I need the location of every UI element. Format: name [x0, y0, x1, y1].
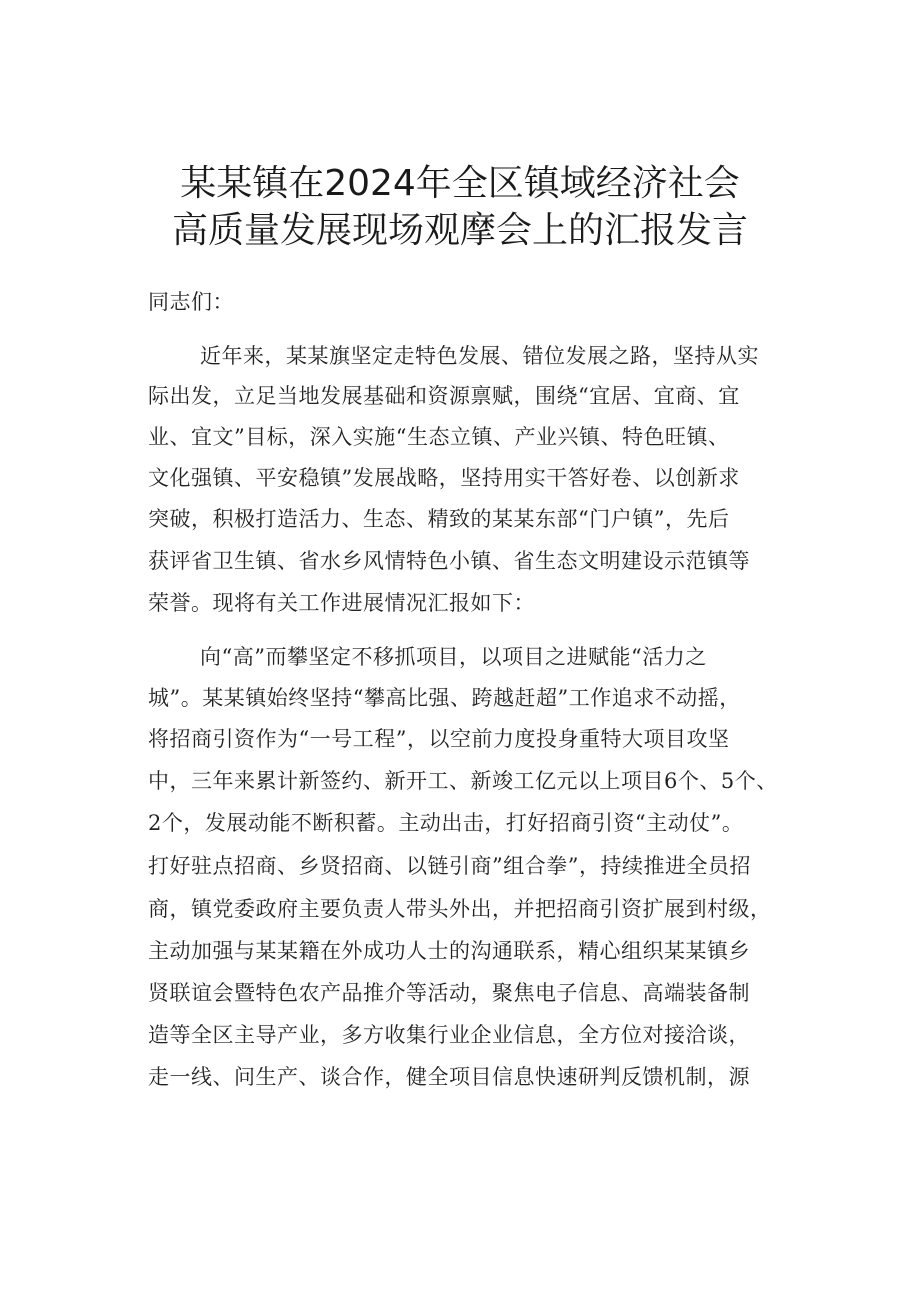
- body-line: 将招商引资作为“一号工程”，以空前力度投身重特大项目攻坚: [148, 727, 730, 751]
- body-line: 主动加强与某某籍在外成功人士的沟通联系，精心组织某某镇乡: [148, 939, 750, 963]
- body-line: 突破，积极打造活力、生态、精致的某某东部“门户镇”，先后: [148, 507, 730, 531]
- body-line: 际出发，立足当地发展基础和资源禀赋，围绕“宜居、宜商、宜: [148, 384, 740, 408]
- body-line: 商，镇党委政府主要负责人带头外出，并把招商引资扩展到村级，: [148, 897, 772, 921]
- body-line: 荣誉。现将有关工作进展情况汇报如下：: [148, 591, 535, 615]
- body-line: 造等全区主导产业，多方收集行业企业信息，全方位对接洽谈，: [148, 1023, 750, 1047]
- body-line: 业、宜文”目标，深入实施“生态立镇、产业兴镇、特色旺镇、: [148, 425, 730, 449]
- body-line: 打好驻点招商、乡贤招商、以链引商”组合拳”，持续推进全员招: [148, 854, 751, 878]
- body-line: 城”。某某镇始终坚持“攀高比强、跨越赶超”工作追求不动摇，: [148, 686, 741, 710]
- body-line: 贤联谊会暨特色农产品推介等活动，聚焦电子信息、高端装备制: [148, 981, 750, 1005]
- salutation: 同志们：: [148, 290, 234, 314]
- body-line: 走一线、问生产、谈合作，健全项目信息快速研判反馈机制，源: [148, 1065, 750, 1089]
- body-line: 向“高”而攀坚定不移抓项目，以项目之进赋能“活力之: [200, 645, 707, 669]
- body-line: 2个，发展动能不断积蓄。主动出击，打好招商引资“主动仗”。: [148, 811, 744, 835]
- body-line: 近年来，某某旗坚定走特色发展、错位发展之路，坚持从实: [200, 344, 759, 368]
- body-line: 获评省卫生镇、省水乡风情特色小镇、省生态文明建设示范镇等: [148, 549, 750, 573]
- body-line: 中，三年来累计新签约、新开工、新竣工亿元以上项目6个、5个、: [148, 769, 778, 793]
- body-line: 文化强镇、平安稳镇”发展战略，坚持用实干答好卷、以创新求: [148, 466, 740, 490]
- document-title-line-1: 某某镇在2024年全区镇域经济社会: [180, 163, 740, 204]
- document-title-line-2: 高质量发展现场观摩会上的汇报发言: [171, 210, 748, 251]
